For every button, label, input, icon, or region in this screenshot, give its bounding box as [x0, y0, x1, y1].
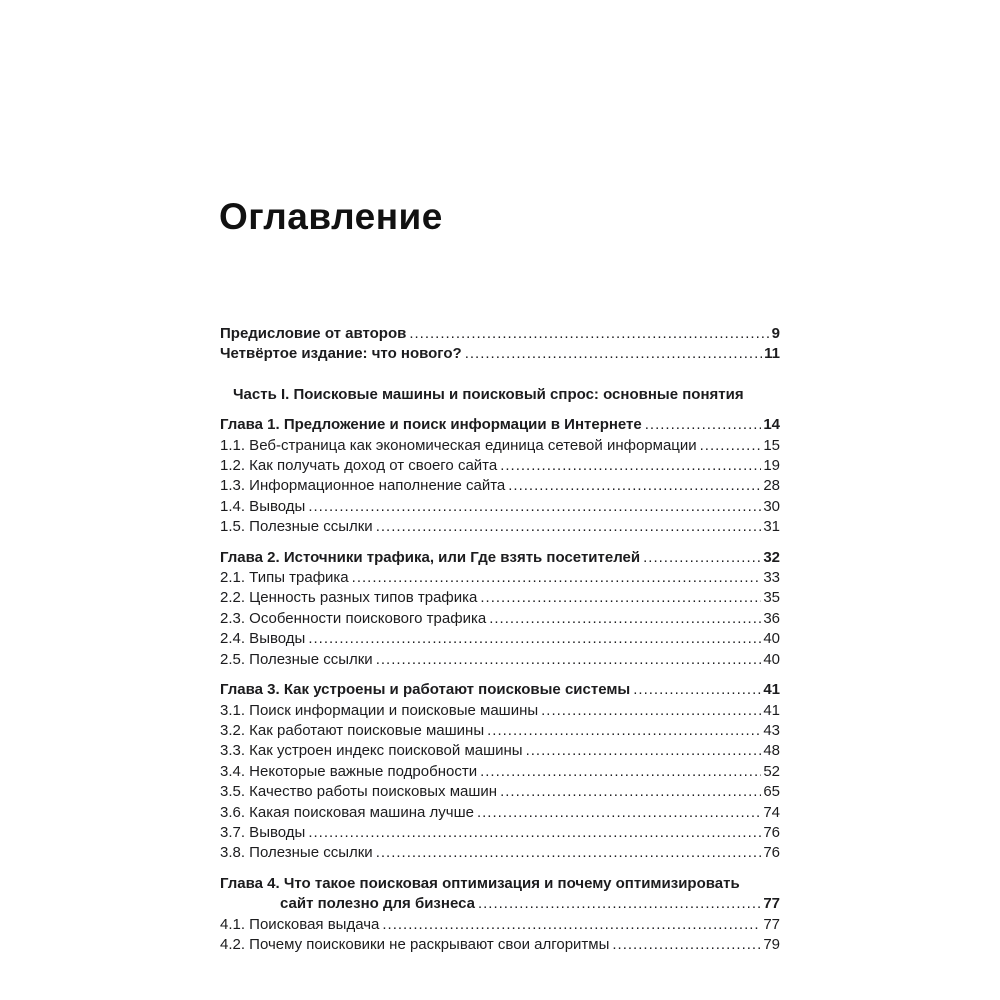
toc-part-heading	[220, 385, 780, 405]
toc-entry-continuation-line	[220, 894, 780, 914]
toc-entry-line	[220, 415, 780, 435]
toc-entry-label: сайт полезно для бизнеса	[280, 895, 475, 913]
toc-list	[220, 324, 780, 955]
toc-page-number: 76	[763, 823, 780, 841]
toc-entry	[220, 823, 780, 843]
toc-entry-line	[220, 843, 780, 863]
toc-leader-dots	[538, 701, 761, 721]
toc-entry-label: Часть I. Поисковые машины и поисковый спрос: основные понятия	[233, 385, 744, 403]
toc-entry-label: 3.5. Качество работы поисковых машин	[220, 783, 498, 801]
toc-entry	[220, 497, 780, 517]
toc-entry-label: 2.2. Ценность разных типов трафика	[220, 589, 478, 607]
toc-entry	[220, 915, 780, 935]
toc-leader-dots	[477, 588, 761, 608]
toc-leader-dots	[477, 762, 761, 782]
toc-entry-line	[220, 701, 780, 721]
toc-entry-line	[220, 436, 780, 456]
toc-entry	[220, 476, 780, 496]
toc-entry	[220, 324, 780, 344]
toc-page-number: 9	[771, 325, 780, 342]
toc-entry-label: Предисловие от авторов	[220, 325, 407, 342]
toc-page-number: 15	[763, 436, 780, 454]
toc-leader-dots	[642, 415, 762, 435]
toc-entry-line	[220, 762, 780, 782]
toc-entry-line	[220, 650, 780, 670]
toc-entry-label: 2.4. Выводы	[220, 630, 306, 648]
toc-page-number: 43	[763, 721, 780, 739]
toc-entry	[220, 588, 780, 608]
toc-entry-line	[220, 548, 780, 568]
toc-entry-line	[220, 803, 780, 823]
toc-page-number: 31	[763, 518, 780, 536]
toc-entry-label: 1.4. Выводы	[220, 497, 306, 515]
toc-page-number: 41	[763, 701, 780, 719]
toc-entry	[220, 415, 780, 435]
toc-page-number: 30	[763, 497, 780, 515]
toc-entry-label: Глава 2. Источники трафика, или Где взять посетителей	[220, 548, 641, 566]
toc-entry-label: 4.2. Почему поисковики не раскрывают свои алгоритмы	[220, 935, 610, 953]
toc-entry	[220, 629, 780, 649]
toc-page-number: 41	[763, 681, 780, 699]
toc-entry	[220, 680, 780, 700]
toc-entry	[220, 650, 780, 670]
toc-page-number: 77	[763, 915, 780, 933]
toc-entry	[220, 436, 780, 456]
toc-page-number: 32	[763, 548, 780, 566]
toc-leader-dots	[609, 935, 761, 955]
toc-entry-label: 4.1. Поисковая выдача	[220, 915, 380, 933]
toc-leader-dots	[497, 782, 761, 802]
toc-page-number: 79	[763, 935, 780, 953]
toc-page-number: 40	[763, 630, 780, 648]
toc-entry-label: 3.7. Выводы	[220, 823, 306, 841]
toc-entry-label: 3.8. Полезные ссылки	[220, 844, 373, 862]
toc-page-number: 14	[763, 416, 780, 434]
toc-entry-label: 3.2. Как работают поисковые машины	[220, 721, 485, 739]
toc-entry-line	[220, 497, 780, 517]
toc-leader-dots	[497, 456, 761, 476]
toc-entry	[220, 741, 780, 761]
toc-leader-dots	[349, 568, 762, 588]
toc-entry	[220, 803, 780, 823]
toc-entry	[220, 701, 780, 721]
toc-entry	[220, 344, 780, 364]
toc-entry	[220, 874, 780, 915]
toc-entry-line	[220, 721, 780, 741]
toc-entry-line	[220, 782, 780, 802]
toc-entry-line	[220, 568, 780, 588]
toc-entry	[220, 609, 780, 629]
toc-entry-label: 1.3. Информационное наполнение сайта	[220, 477, 506, 495]
toc-leader-dots	[474, 803, 761, 823]
toc-leader-dots	[373, 650, 762, 670]
toc-entry-label: 3.6. Какая поисковая машина лучше	[220, 803, 474, 821]
toc-page-number: 48	[763, 742, 780, 760]
toc-page-number: 11	[764, 345, 780, 363]
toc-leader-dots	[379, 915, 761, 935]
toc-entry-line	[220, 915, 780, 935]
toc-entry	[220, 782, 780, 802]
toc-leader-dots	[523, 741, 762, 761]
toc-entry-label: Глава 3. Как устроены и работают поисковые системы	[220, 681, 631, 699]
toc-leader-dots	[475, 894, 761, 914]
toc-page-number: 40	[763, 650, 780, 668]
toc-leader-dots	[406, 324, 769, 344]
toc-entry-line	[220, 344, 780, 364]
toc-entry	[220, 517, 780, 537]
toc-entry-line	[233, 385, 780, 405]
toc-page-number: 76	[763, 844, 780, 862]
toc-leader-dots	[630, 680, 761, 700]
toc-entry-line	[220, 517, 780, 537]
toc-entry	[220, 762, 780, 782]
toc-page-number: 65	[763, 783, 780, 801]
toc-entry-line	[220, 874, 780, 894]
toc-page-number: 36	[763, 609, 780, 627]
toc-entry	[220, 935, 780, 955]
toc-leader-dots	[486, 609, 761, 629]
toc-leader-dots	[505, 476, 761, 496]
toc-leader-dots	[305, 629, 761, 649]
toc-entry-label: 2.5. Полезные ссылки	[220, 650, 373, 668]
toc-page-number: 19	[763, 457, 780, 475]
toc-page-number: 33	[763, 569, 780, 587]
toc-entry-line	[220, 476, 780, 496]
toc-entry-line	[220, 324, 780, 344]
toc-entry-label: 2.1. Типы трафика	[220, 569, 349, 587]
toc-entry-label: 1.2. Как получать доход от своего сайта	[220, 457, 498, 475]
toc-leader-dots	[373, 843, 762, 863]
page-title: Оглавление	[219, 196, 443, 237]
toc-entry	[220, 548, 780, 568]
toc-page-number: 52	[763, 762, 780, 780]
toc-entry-label: 2.3. Особенности поискового трафика	[220, 609, 487, 627]
toc-entry-line	[220, 823, 780, 843]
toc-entry-label: 3.4. Некоторые важные подробности	[220, 762, 478, 780]
toc-entry-line	[220, 609, 780, 629]
toc-entry-line	[220, 741, 780, 761]
toc-entry-line	[220, 588, 780, 608]
toc-entry	[220, 721, 780, 741]
toc-page-number: 74	[763, 803, 780, 821]
toc-leader-dots	[697, 436, 762, 456]
toc-entry-label: 3.1. Поиск информации и поисковые машины	[220, 701, 539, 719]
toc-entry	[220, 843, 780, 863]
toc-entry-label: Глава 1. Предложение и поиск информации в Интернете	[220, 416, 642, 434]
toc-entry-label: 3.3. Как устроен индекс поисковой машины	[220, 742, 523, 760]
toc-entry	[220, 456, 780, 476]
toc-page-number: 77	[763, 895, 780, 913]
toc-leader-dots	[373, 517, 762, 537]
toc-entry-line	[220, 629, 780, 649]
toc-entry-line	[220, 935, 780, 955]
toc-leader-dots	[462, 344, 762, 364]
toc-entry-label: Четвёртое издание: что нового?	[220, 345, 462, 363]
toc-entry-label: Глава 4. Что такое поисковая оптимизация и почему оптимизировать	[220, 874, 740, 892]
toc-leader-dots	[305, 497, 761, 517]
toc-page-number: 28	[763, 477, 780, 495]
toc-entry-label: 1.5. Полезные ссылки	[220, 518, 373, 536]
toc-entry-label: 1.1. Веб-страница как экономическая единица сетевой информации	[220, 436, 697, 454]
toc-leader-dots	[640, 548, 761, 568]
toc-entry-line	[220, 456, 780, 476]
toc-leader-dots	[484, 721, 761, 741]
toc-entry	[220, 568, 780, 588]
toc-leader-dots	[305, 823, 761, 843]
toc-entry-line	[220, 680, 780, 700]
toc-page-number: 35	[763, 589, 780, 607]
